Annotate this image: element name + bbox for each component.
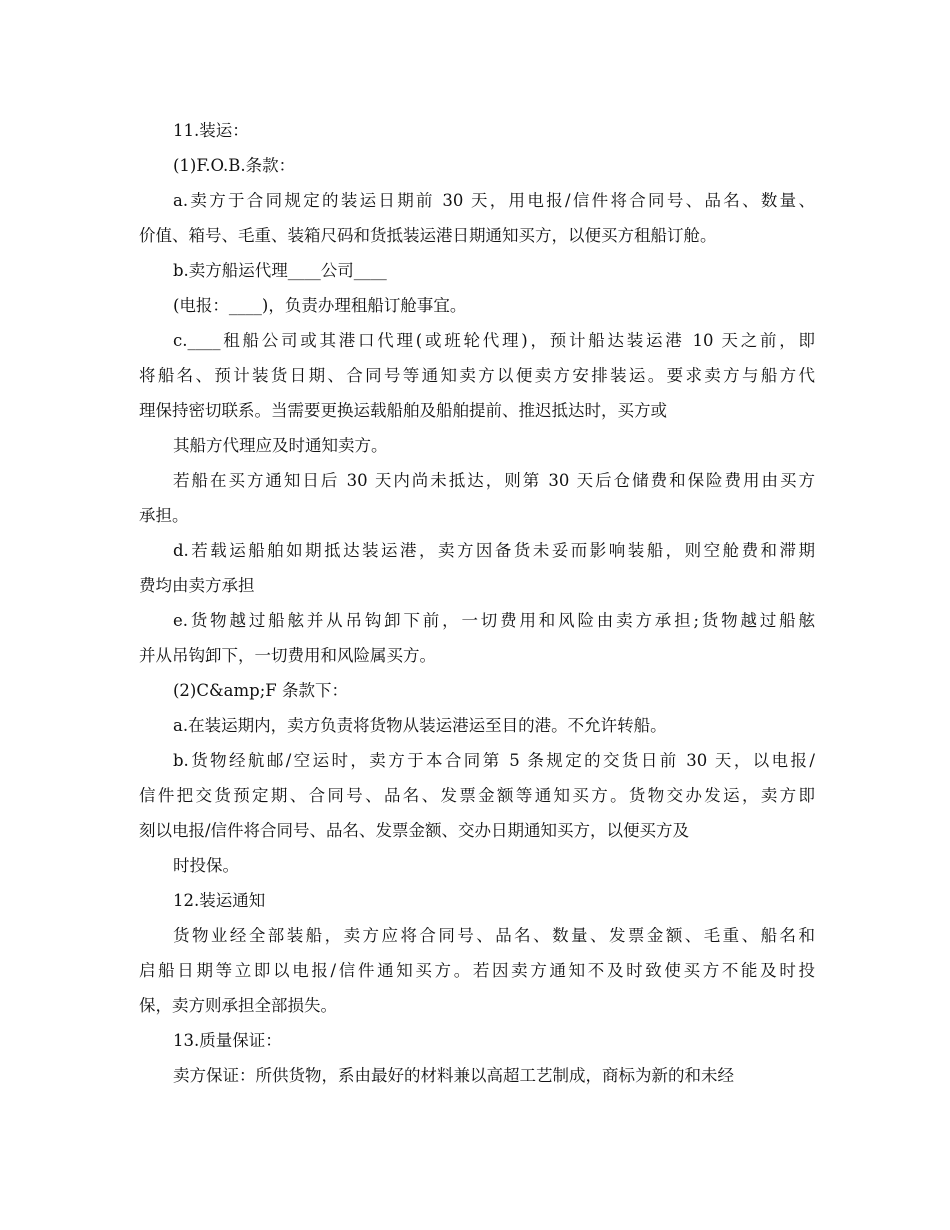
text-line: 信件把交货预定期、合同号、品名、发票金额等通知买方。货物交办发运，卖方即	[139, 786, 815, 805]
paragraph	[139, 1023, 815, 1058]
paragraph	[139, 148, 815, 183]
paragraph	[139, 883, 815, 918]
text-line: (1)F.O.B.条款：	[173, 156, 296, 175]
text-line: 13.质量保证：	[173, 1031, 282, 1050]
text-line: 价值、箱号、毛重、装箱尺码和货抵装运港日期通知买方，以便买方租船订舱。	[139, 226, 717, 245]
paragraph	[139, 253, 815, 288]
text-line: 刻以电报/信件将合同号、品名、发票金额、交办日期通知买方，以便买方及	[139, 821, 690, 840]
text-line: a.卖方于合同规定的装运日期前 30 天，用电报/信件将合同号、品名、数量、	[173, 191, 815, 210]
paragraph	[139, 743, 815, 848]
text-line: 11.装运：	[173, 121, 249, 140]
text-line: a.在装运期内，卖方负责将货物从装运港运至目的港。不允许转船。	[173, 716, 667, 735]
text-line: 将船名、预计装货日期、合同号等通知卖方以便卖方安排装运。要求卖方与船方代	[139, 366, 815, 385]
text-line: 货物业经全部装船，卖方应将合同号、品名、数量、发票金额、毛重、船名和	[173, 926, 815, 945]
text-line: 若船在买方通知日后 30 天内尚未抵达，则第 30 天后仓储费和保险费用由买方	[173, 471, 815, 490]
paragraph	[139, 323, 815, 428]
paragraph	[139, 603, 815, 673]
text-line: (电报：____)，负责办理租船订舱事宜。	[173, 296, 467, 315]
text-line: 理保持密切联系。当需要更换运载船舶及船舶提前、推迟抵达时，买方或	[139, 401, 667, 420]
document-body	[139, 113, 815, 1093]
paragraph	[139, 533, 815, 603]
text-line: 卖方保证：所供货物，系由最好的材料兼以高超工艺制成，商标为新的和未经	[173, 1066, 734, 1085]
text-line: 保，卖方则承担全部损失。	[139, 996, 337, 1015]
text-line: 费均由卖方承担	[139, 576, 255, 595]
paragraph	[139, 183, 815, 253]
paragraph	[139, 113, 815, 148]
text-line: b.卖方船运代理____公司____	[173, 261, 387, 280]
paragraph	[139, 288, 815, 323]
text-line: 启船日期等立即以电报/信件通知买方。若因卖方通知不及时致使买方不能及时投	[139, 961, 815, 980]
text-line: 时投保。	[173, 856, 239, 875]
paragraph	[139, 673, 815, 708]
text-line: b.货物经航邮/空运时，卖方于本合同第 5 条规定的交货日前 30 天，以电报/	[173, 751, 815, 770]
text-line: e.货物越过船舷并从吊钩卸下前，一切费用和风险由卖方承担;货物越过船舷	[173, 611, 815, 630]
text-line: d.若载运船舶如期抵达装运港，卖方因备货未妥而影响装船，则空舱费和滞期	[173, 541, 815, 560]
text-line: (2)C&amp;F 条款下：	[173, 681, 348, 700]
text-line: 12.装运通知	[173, 891, 266, 910]
paragraph	[139, 428, 815, 463]
text-line: c.____租船公司或其港口代理(或班轮代理)，预计船达装运港 10 天之前，即	[173, 331, 815, 350]
paragraph	[139, 463, 815, 533]
text-line: 并从吊钩卸下，一切费用和风险属买方。	[139, 646, 436, 665]
text-line: 承担。	[139, 506, 189, 525]
paragraph	[139, 918, 815, 1023]
paragraph	[139, 1058, 815, 1093]
paragraph	[139, 708, 815, 743]
text-line: 其船方代理应及时通知卖方。	[173, 436, 388, 455]
paragraph	[139, 848, 815, 883]
